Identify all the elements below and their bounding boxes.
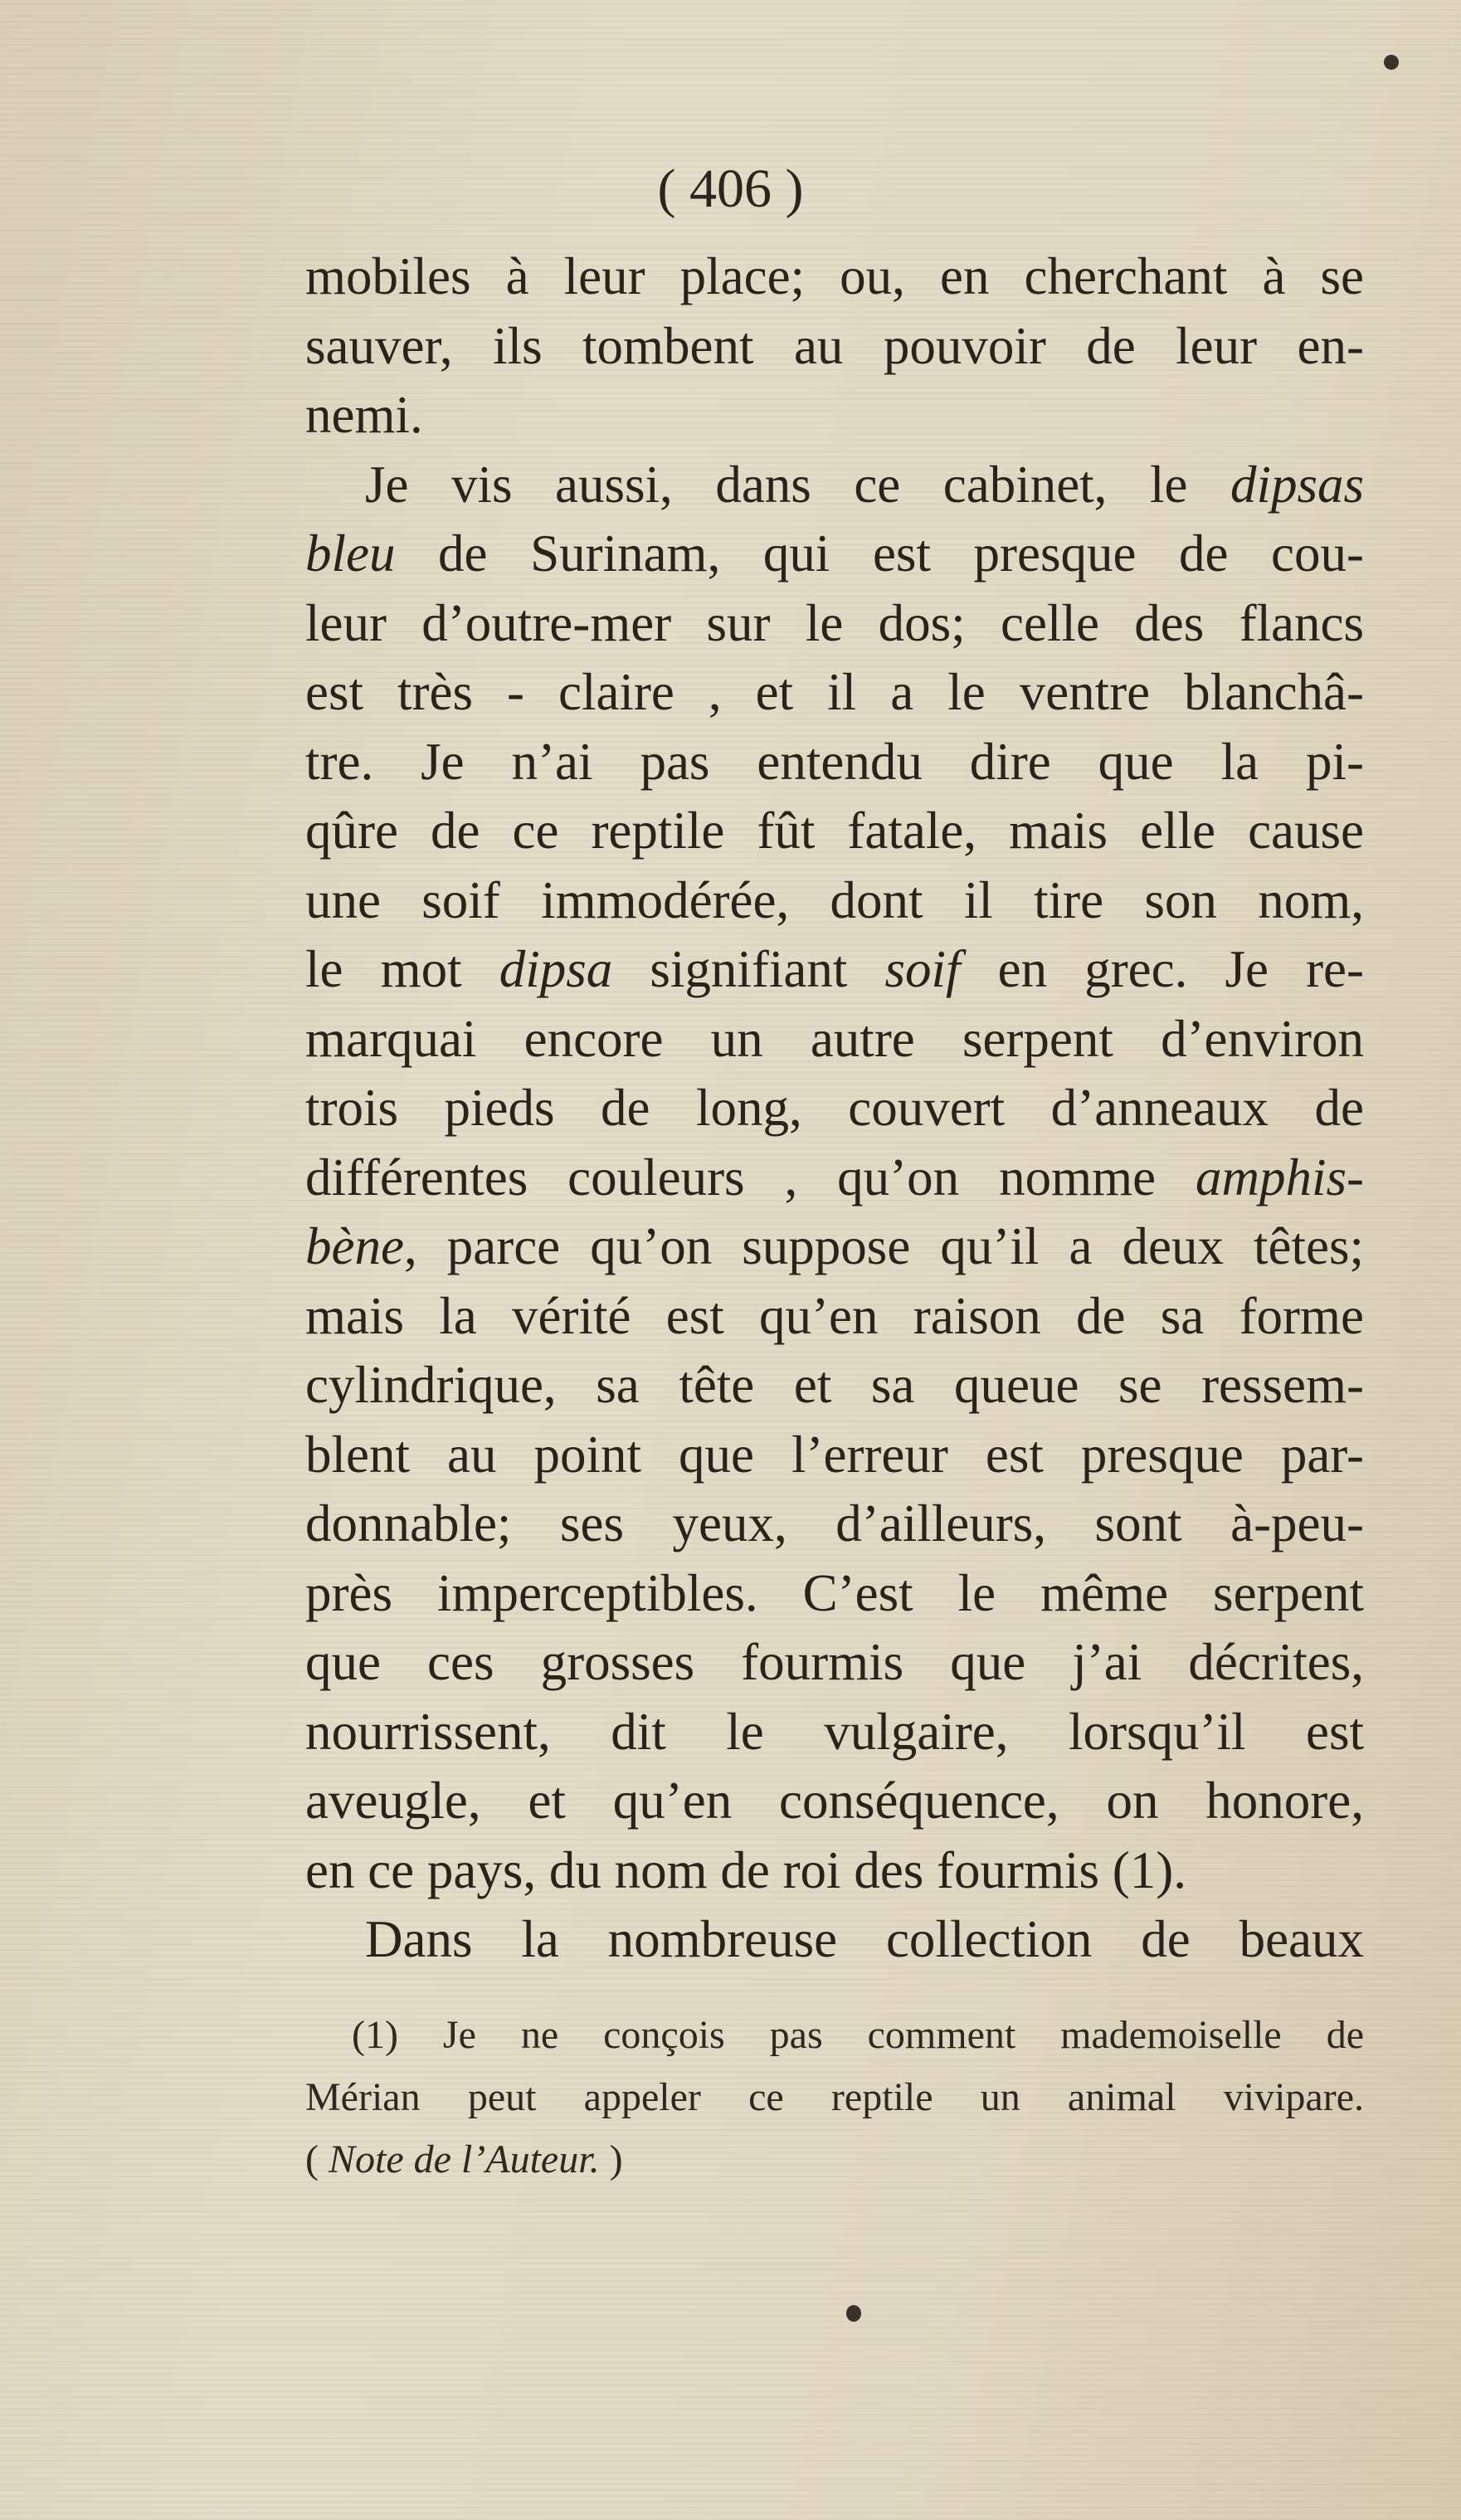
text-line bbox=[305, 312, 1364, 382]
text-line bbox=[305, 1421, 1364, 1490]
footnote-line bbox=[305, 2128, 1364, 2191]
text-run: en ce pays, du nom de roi des fourmis (1). bbox=[305, 1840, 1186, 1899]
italic-text: dipsa bbox=[499, 940, 613, 998]
text-run: le mot bbox=[305, 940, 499, 998]
footnote-line bbox=[305, 2066, 1364, 2128]
text-line bbox=[305, 658, 1364, 728]
text-run: tre. Je n’ai pas entendu dire que la pi- bbox=[305, 732, 1364, 791]
text-line bbox=[305, 242, 1364, 312]
text-line bbox=[305, 1005, 1364, 1075]
text-line bbox=[305, 1628, 1364, 1698]
text-line bbox=[305, 1559, 1364, 1629]
text-line bbox=[305, 1767, 1364, 1836]
text-run: ) bbox=[599, 2137, 623, 2181]
text-line bbox=[305, 1282, 1364, 1352]
text-run: donnable; ses yeux, d’ailleurs, sont à-peu- bbox=[305, 1494, 1364, 1552]
text-line bbox=[305, 589, 1364, 659]
text-run: mais la vérité est qu’en raison de sa forme bbox=[305, 1286, 1364, 1345]
text-run: trois pieds de long, couvert d’anneaux de bbox=[305, 1079, 1364, 1137]
text-run: est très - claire , et il a le ventre blanchâ- bbox=[305, 663, 1364, 721]
text-run: signifiant bbox=[612, 940, 885, 998]
text-line bbox=[305, 797, 1364, 866]
footnote bbox=[305, 2004, 1364, 2191]
text-run: Mérian peut appeler ce reptile un animal vivipare. bbox=[305, 2075, 1364, 2119]
text-run: mobiles à leur place; ou, en cherchant à se bbox=[305, 247, 1364, 305]
text-line bbox=[305, 1074, 1364, 1143]
text-run: près imperceptibles. C’est le même serpent bbox=[305, 1563, 1364, 1622]
text-run: cylindrique, sa tête et sa queue se ressem- bbox=[305, 1356, 1364, 1414]
text-line bbox=[305, 1698, 1364, 1767]
text-run: ( bbox=[305, 2137, 329, 2181]
text-run: en grec. Je re- bbox=[960, 940, 1364, 998]
text-line bbox=[305, 935, 1364, 1005]
italic-text: bleu bbox=[305, 524, 396, 582]
page-number: ( 406 ) bbox=[657, 158, 804, 219]
text-line bbox=[305, 1143, 1364, 1213]
text-run: de Surinam, qui est presque de cou- bbox=[395, 524, 1364, 582]
italic-text: soif bbox=[884, 940, 961, 998]
text-run: différentes couleurs , qu’on nomme bbox=[305, 1148, 1196, 1206]
text-run: nourrissent, dit le vulgaire, lorsqu’il est bbox=[305, 1702, 1364, 1761]
italic-text: Note de l’Auteur. bbox=[328, 2137, 600, 2181]
text-line bbox=[305, 519, 1364, 589]
italic-text: bène bbox=[305, 1217, 404, 1275]
italic-text: dipsas bbox=[1230, 455, 1364, 514]
text-line bbox=[305, 1351, 1364, 1421]
text-run: , parce qu’on suppose qu’il a deux têtes; bbox=[403, 1217, 1364, 1275]
text-run: Je vis aussi, dans ce cabinet, le bbox=[365, 455, 1230, 514]
ink-spot bbox=[846, 2305, 861, 2322]
text-run: nemi. bbox=[305, 386, 423, 444]
text-line bbox=[305, 451, 1364, 520]
text-line bbox=[305, 866, 1364, 936]
text-line bbox=[305, 1212, 1364, 1282]
text-line bbox=[305, 1905, 1364, 1975]
text-run: Dans la nombreuse collection de beaux bbox=[365, 1910, 1364, 1968]
body-text bbox=[305, 242, 1364, 1975]
text-line bbox=[305, 728, 1364, 797]
text-line bbox=[305, 1489, 1364, 1559]
text-run: sauver, ils tombent au pouvoir de leur en- bbox=[305, 316, 1364, 375]
text-run: qûre de ce reptile fût fatale, mais elle cause bbox=[305, 802, 1364, 860]
footnote-line bbox=[305, 2004, 1364, 2066]
ink-spot bbox=[1384, 55, 1399, 70]
text-run: que ces grosses fourmis que j’ai décrites, bbox=[305, 1633, 1364, 1691]
text-run: marquai encore un autre serpent d’environ bbox=[305, 1009, 1364, 1068]
text-run: blent au point que l’erreur est presque par- bbox=[305, 1425, 1364, 1484]
text-run: une soif immodérée, dont il tire son nom, bbox=[305, 870, 1364, 929]
text-line bbox=[305, 381, 1364, 451]
text-run: leur d’outre-mer sur le dos; celle des flancs bbox=[305, 593, 1364, 652]
text-line bbox=[305, 1836, 1364, 1906]
italic-text: amphis- bbox=[1196, 1148, 1364, 1206]
text-run: aveugle, et qu’en conséquence, on honore, bbox=[305, 1772, 1364, 1830]
text-run: (1) Je ne conçois pas comment mademoiselle de bbox=[352, 2013, 1364, 2057]
